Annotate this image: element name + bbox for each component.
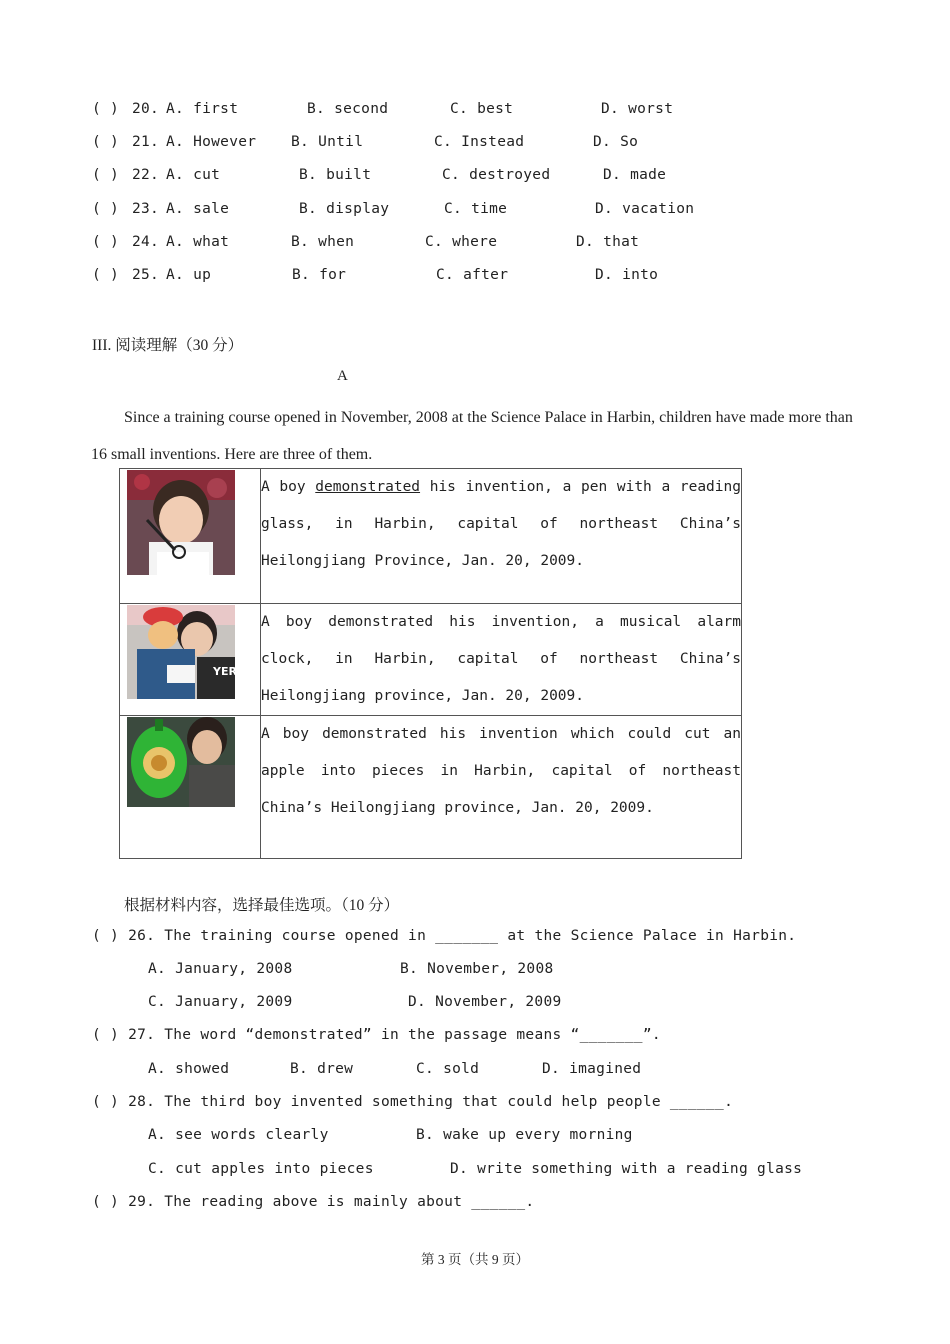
invention-description-1: A boy demonstrated his invention, a pen with a reading glass, in Harbin, capital of northeast China’s Heilongjiang Province, Jan. 20, 2009. [261,469,742,604]
option-c: C. time [444,201,508,217]
option-d: D. vacation [595,201,695,217]
option: B. drew [290,1061,354,1077]
part-label: A [337,368,348,384]
question-number: 24. [132,234,160,250]
option: A. see words clearly [148,1127,329,1143]
table-row [120,604,742,716]
option-b: B. second [307,101,389,117]
option-a: A. up [166,267,212,283]
answer-blank: ( ) [92,234,120,250]
table-row [120,716,742,859]
question-number: 22. [132,167,160,183]
page-footer: 第 3 页（共 9 页） [421,1252,529,1267]
option: C. sold [416,1061,480,1077]
invention-description-2: A boy demonstrated his invention, a musical alarm clock, in Harbin, capital of northeast China’s Heilongjiang province, Jan. 20, 2009. [261,604,742,716]
option-d: D. made [603,167,667,183]
option: D. write something with a reading glass [450,1161,803,1177]
option-b: B. built [299,167,372,183]
photo-boy-pen-icon [127,470,235,575]
option: D. imagined [542,1061,642,1077]
option: D. November, 2009 [408,994,562,1010]
answer-blank: ( ) [92,134,120,150]
option-a: A. first [166,101,239,117]
answer-blank: ( ) [92,267,120,283]
photo-cell [120,469,261,604]
option-a: A. However [166,134,257,150]
option: A. showed [148,1061,230,1077]
option-c: C. where [425,234,498,250]
answer-blank: ( ) [92,201,120,217]
option: B. November, 2008 [400,961,554,977]
option: B. wake up every morning [416,1127,633,1143]
option-c: C. destroyed [442,167,551,183]
answer-blank: ( ) [92,167,120,183]
option: C. January, 2009 [148,994,293,1010]
table-row [120,469,742,604]
option-b: B. display [299,201,390,217]
instructions: 根据材料内容，选择最佳选项。（10 分） [124,897,400,914]
option-b: B. for [292,267,347,283]
option-c: C. best [450,101,514,117]
photo-cell [120,716,261,859]
option-c: C. Instead [434,134,525,150]
question-29: ( ) 29. The reading above is mainly about ______. [92,1194,535,1210]
option-b: B. Until [291,134,364,150]
invention-description-3: A boy demonstrated his invention which could cut an apple into pieces in Harbin, capital of northeast China’s Heilongjiang province, Jan. 20, 2009. [261,716,742,859]
option-c: C. after [436,267,509,283]
option-d: D. So [593,134,639,150]
inventions-table [119,468,742,859]
question-26: ( ) 26. The training course opened in _______ at the Science Palace in Harbin. [92,928,797,944]
option-a: A. cut [166,167,221,183]
question-28: ( ) 28. The third boy invented something that could help people ______. [92,1094,734,1110]
question-number: 21. [132,134,160,150]
question-27: ( ) 27. The word “demonstrated” in the passage means “_______”. [92,1027,661,1043]
option-a: A. what [166,234,230,250]
option-a: A. sale [166,201,230,217]
section-title: III. 阅读理解（30 分） [92,337,244,354]
question-number: 20. [132,101,160,117]
option-d: D. that [576,234,640,250]
option-d: D. worst [601,101,674,117]
option-d: D. into [595,267,659,283]
option-b: B. when [291,234,355,250]
question-number: 23. [132,201,160,217]
passage-text: Since a training course opened in November, 2008 at the Science Palace in Harbin, children have made more than 16 small inventions. Here are three of them. [91,409,853,463]
option: C. cut apples into pieces [148,1161,374,1177]
answer-blank: ( ) [92,101,120,117]
photo-cell [120,604,261,716]
question-number: 25. [132,267,160,283]
photo-boy-apple-cutter-icon [127,717,235,807]
svg-text:YERS: YERS [213,665,245,678]
option: A. January, 2008 [148,961,293,977]
photo-boy-alarm-clock-icon [127,605,245,699]
